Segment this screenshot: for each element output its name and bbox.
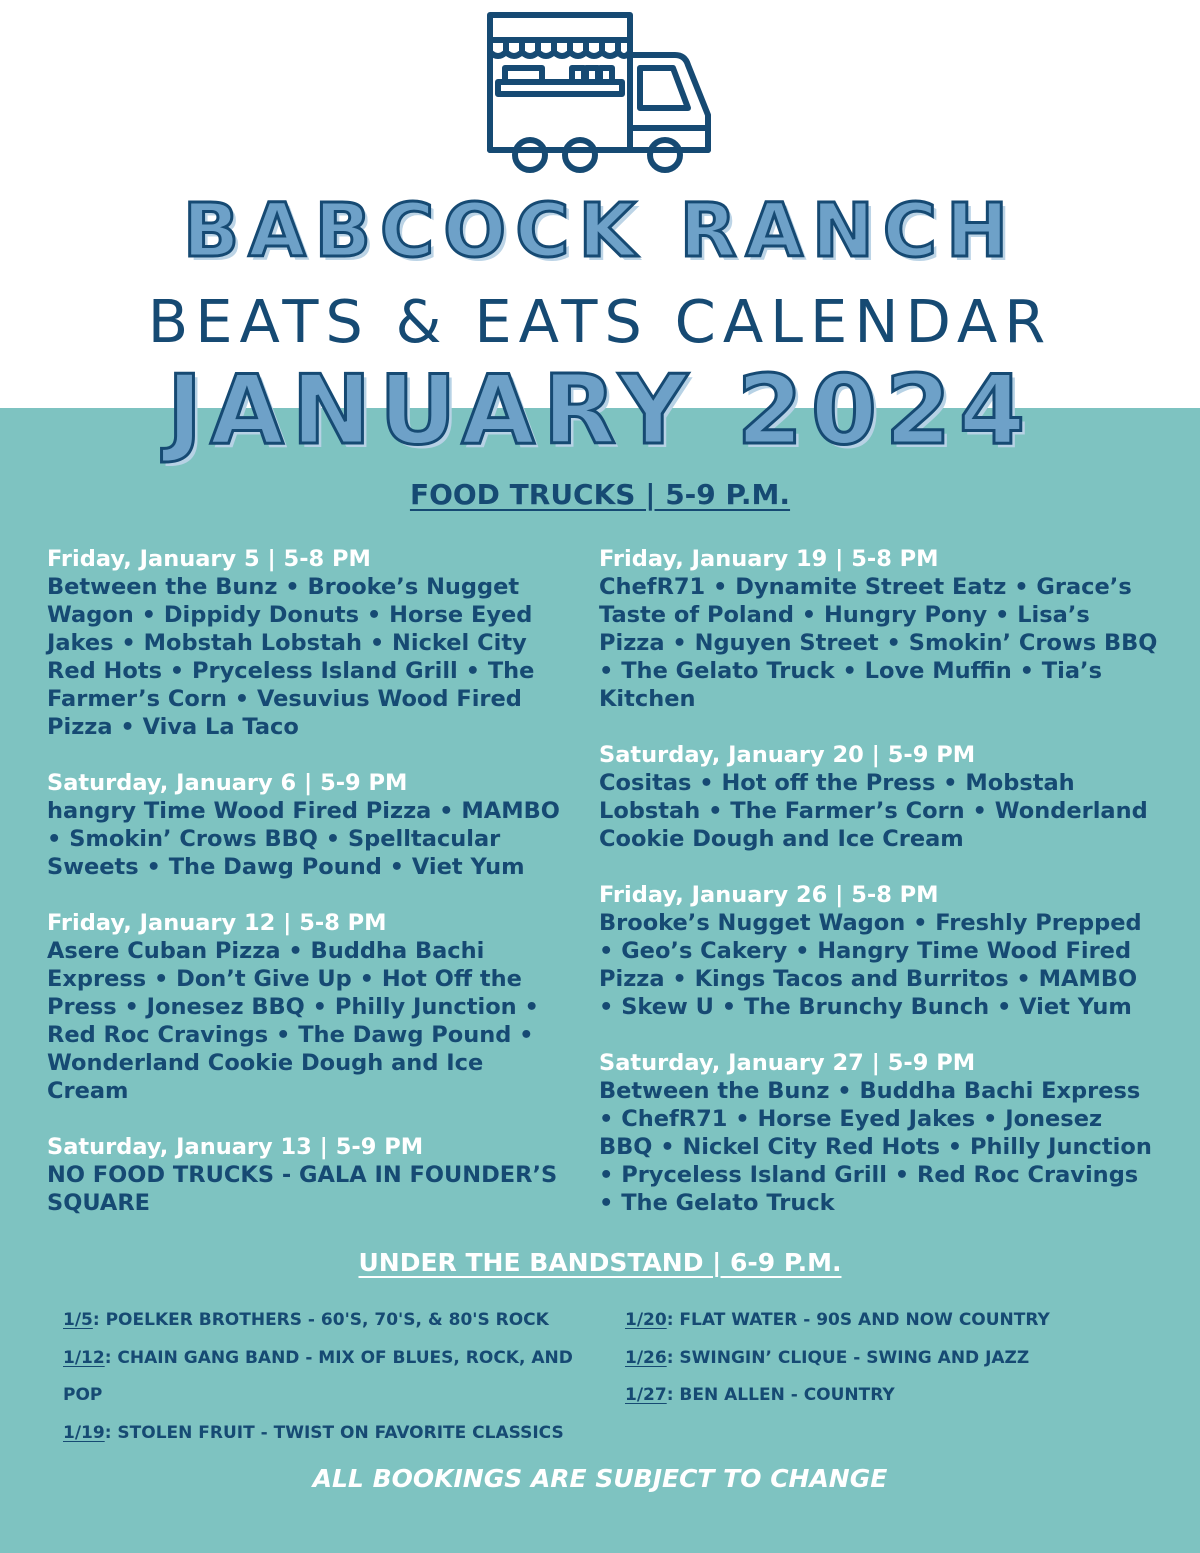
band-item — [625, 1302, 1145, 1340]
band-act: : CHAIN GANG BAND - MIX OF BLUES, ROCK, AND POP — [63, 1347, 573, 1405]
event-jan-27 — [599, 1049, 1159, 1217]
band-date: 1/12 — [63, 1347, 105, 1368]
event-trucks: Between the Bunz • Brooke’s Nugget Wagon • Dippidy Donuts • Horse Eyed Jakes • Mobstah Lobstah • Nickel City Red Hots • Pryceless Island Grill • The Farmer’s Corn • Vesuvius Wood Fired Pizza • Viva La Taco — [47, 574, 535, 740]
band-act: : STOLEN FRUIT - TWIST ON FAVORITE CLASSICS — [104, 1422, 564, 1443]
food-truck-icon — [480, 10, 720, 185]
bandstand-right-column — [625, 1302, 1145, 1415]
band-item — [625, 1377, 1145, 1415]
event-jan-20 — [599, 741, 1159, 853]
band-act: : SWINGIN’ CLIQUE - SWING AND JAZZ — [666, 1347, 1030, 1368]
event-date: Saturday, January 13 | 5-9 PM — [47, 1134, 424, 1160]
food-trucks-right-column — [599, 545, 1159, 1245]
band-item — [625, 1340, 1145, 1378]
food-trucks-heading: FOOD TRUCKS | 5-9 P.M. — [409, 478, 791, 511]
event-jan-5 — [47, 545, 567, 741]
band-date: 1/26 — [625, 1347, 667, 1368]
event-jan-13 — [47, 1133, 567, 1217]
band-act: : POELKER BROTHERS - 60'S, 70'S, & 80'S ROCK — [92, 1310, 549, 1330]
event-date: Saturday, January 27 | 5-9 PM — [599, 1050, 976, 1076]
band-date: 1/27 — [625, 1385, 667, 1405]
event-date: Friday, January 5 | 5-8 PM — [47, 546, 371, 572]
band-item — [63, 1415, 583, 1453]
event-date: Saturday, January 6 | 5-9 PM — [47, 770, 408, 796]
event-trucks: ChefR71 • Dynamite Street Eatz • Grace’s Taste of Poland • Hungry Pony • Lisa’s Pizza • Nguyen Street • Smokin’ Crows BBQ • The Gelato Truck • Love Muffin • Tia’s Kitchen — [599, 574, 1158, 712]
event-trucks: NO FOOD TRUCKS - GALA IN FOUNDER’S SQUARE — [47, 1162, 558, 1216]
footer-note: ALL BOOKINGS ARE SUBJECT TO CHANGE — [312, 1464, 888, 1493]
band-date: 1/5 — [63, 1310, 93, 1330]
band-act: : BEN ALLEN - COUNTRY — [666, 1385, 895, 1405]
event-jan-26 — [599, 881, 1159, 1021]
event-jan-19 — [599, 545, 1159, 713]
event-trucks: Between the Bunz • Buddha Bachi Express • ChefR71 • Horse Eyed Jakes • Jonesez BBQ • Nickel City Red Hots • Philly Junction • Pryceless Island Grill • Red Roc Cravings • The Gelato Truck — [599, 1078, 1152, 1216]
title-month-year: JANUARY 2024 — [166, 356, 1034, 466]
event-date: Friday, January 12 | 5-8 PM — [47, 910, 387, 936]
title-babcock-ranch: BABCOCK RANCH — [182, 188, 1018, 274]
event-trucks: Cositas • Hot off the Press • Mobstah Lobstah • The Farmer’s Corn • Wonderland Cookie Dough and Ice Cream — [599, 770, 1148, 852]
event-jan-6 — [47, 769, 567, 881]
event-trucks: Asere Cuban Pizza • Buddha Bachi Express • Don’t Give Up • Hot Off the Press • Jonesez BBQ • Philly Junction • Red Roc Cravings • The Dawg Pound • Wonderland Cookie Dough and Ice Cream — [47, 938, 539, 1104]
event-jan-12 — [47, 909, 567, 1105]
bandstand-heading: UNDER THE BANDSTAND | 6-9 P.M. — [358, 1248, 842, 1277]
band-date: 1/19 — [63, 1422, 105, 1443]
title-beats-eats-calendar: BEATS & EATS CALENDAR — [147, 287, 1053, 356]
event-date: Friday, January 26 | 5-8 PM — [599, 882, 939, 908]
food-trucks-left-column — [47, 545, 567, 1245]
band-item — [63, 1340, 583, 1415]
event-trucks: hangry Time Wood Fired Pizza • MAMBO • Smokin’ Crows BBQ • Spelltacular Sweets • The Dawg Pound • Viet Yum — [47, 798, 560, 880]
event-date: Friday, January 19 | 5-8 PM — [599, 546, 939, 572]
event-trucks: Brooke’s Nugget Wagon • Freshly Prepped • Geo’s Cakery • Hangry Time Wood Fired Pizza • Kings Tacos and Burritos • MAMBO • Skew U • The Brunchy Bunch • Viet Yum — [599, 910, 1142, 1020]
bandstand-left-column — [63, 1302, 583, 1452]
band-act: : FLAT WATER - 90S AND NOW COUNTRY — [666, 1310, 1050, 1330]
band-item — [63, 1302, 583, 1340]
event-date: Saturday, January 20 | 5-9 PM — [599, 742, 976, 768]
band-date: 1/20 — [625, 1310, 667, 1330]
